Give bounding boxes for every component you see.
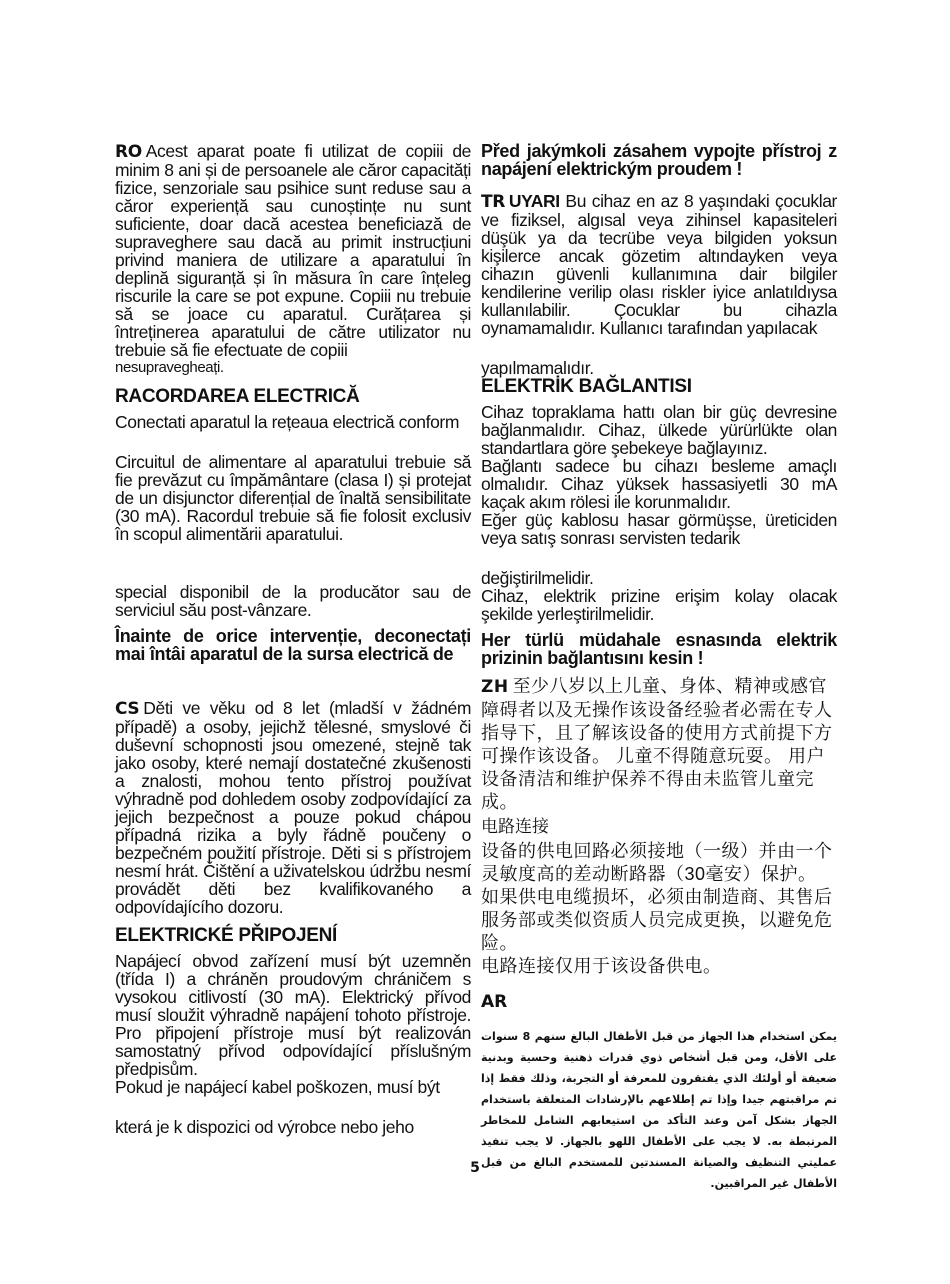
ro-language-code: RO xyxy=(115,142,142,162)
cs-electrical-p2: Pokud je napájecí kabel poškozen, musí být xyxy=(115,1077,440,1097)
cs-electrical-p3: která je k dispozici od výrobce nebo jeho xyxy=(115,1117,414,1137)
ro-electrical-p3: special disponibil de la producător sau de serviciul său post-vânzare. xyxy=(115,582,471,620)
cs-disconnect-warning: Před jakýmkoli zásahem vypojte přístroj z napájení elektrickým proudem ! xyxy=(481,141,837,179)
cs-electrical-p1: Napájecí obvod zařízení musí být uzemněn (třída I) a chráněn proudovým chráničem s vysokou citlivostí (30 mA). Elektrický přívod musí sloužit výhradně napájení tohoto přístroje. Pro připojení přístroje musí být realizován samostatný přívod odpovídající příslušným předpisům. xyxy=(115,951,471,1079)
ar-safety-text: يمكن استخدام هذا الجهاز من قبل الأطفال البالغ سنهم 8 سنوات على الأقل، ومن قبل أشخاص ذوي قدرات ذهنية وحسية وبدنية ضعيفة أو أولئك الذي يفتقرون للمعرفة أو التجربة، وذلك فقط إذا تم مراقبتهم جيدا وإذا تم إطلاعهم بالإرشادات المتعلقة باستخدام الجهاز بشكل آمن وعند التأكد من استيعابهم الشامل للمخاطر المرتبطة به. لا يجب على الأطفال اللهو بالجهاز. لا يجب تنفيذ عمليتي التنظيف والصيانة المسندتين للمستخدم البالغ من قبل الأطفال غير المراقبين. xyxy=(481,1030,838,1190)
tr-electrical-p4: değiştirilmelidir. xyxy=(481,568,594,588)
ar-language-code: AR xyxy=(481,992,508,1012)
ro-electrical-p1: Conectati aparatul la rețeaua electrică conform xyxy=(115,412,460,432)
tr-safety-text-end: yapılmamalıdır. xyxy=(481,358,594,378)
ro-electrical-heading: RACORDAREA ELECTRICĂ xyxy=(115,386,360,407)
zh-language-code: ZH xyxy=(481,677,509,697)
ro-disconnect-warning: Înainte de orice intervenție, deconectați mai întâi aparatul de la sursa electrică de xyxy=(115,626,471,664)
zh-electrical-p3: 电路连接仅用于该设备供电。 xyxy=(481,956,722,976)
tr-electrical-p3: Eğer güç kablosu hasar görmüşse, üreticiden veya satış sonrası servisten tedarik xyxy=(481,510,837,548)
zh-electrical-heading: 电路连接 xyxy=(481,817,549,836)
ro-safety-text: Acest aparat poate fi utilizat de copiii de minim 8 ani și de persoanele ale căror capacități fizice, senzoriale sau psihice sunt reduse sau a căror experiență sau cunoștințe nu sunt suficiente, doar dacă acestea beneficiază de supraveghere sau dacă au primit instrucțiuni privind maniera de utilizare a aparatului în deplină siguranță și în măsura în care înțeleg riscurile la care se pot expune. Copiii nu trebuie să se joace cu aparatul. Curățarea și întreținerea aparatului de către utilizator nu trebuie să fie efectuate de copiii xyxy=(115,141,471,360)
right-column xyxy=(481,142,837,1194)
zh-safety-text: 至少八岁以上儿童、身体、精神或感官障碍者以及无操作该设备经验者必需在专人指导下，且了解该设备的使用方式前提下方可操作该设备。 儿童不得随意玩耍。 用户设备清洁和维护保养不得由未监管儿童完成。 xyxy=(481,676,833,812)
tr-safety-text: Bu cihaz en az 8 yaşındaki çocuklar ve fiziksel, algısal veya zihinsel kapasiteleri düşük ya da tecrübe veya bilgiden yoksun kişilerce ancak gözetim altındayken veya cihazın güvenli kullanımına dair bilgiler kendilerine verilip olası riskler iyice anlatıldıysa kullanılabilir. Çocuklar bu cihazla oynamamalıdır. Kullanıcı tarafından yapılacak xyxy=(481,191,837,338)
tr-electrical-p1: Cihaz topraklama hattı olan bir güç devresine bağlanmalıdır. Cihaz, ülkede yürürlükte olan standartlara göre şebekeye bağlayınız. xyxy=(481,402,837,458)
cs-electrical-heading: ELEKTRICKÉ PŘIPOJENÍ xyxy=(115,925,338,946)
ro-safety-paragraph xyxy=(115,142,471,359)
tr-electrical-p5: Cihaz, elektrik prizine erişim kolay olacak şekilde yerleştirilmelidir. xyxy=(481,586,837,624)
ro-safety-text-end: nesupravegheați. xyxy=(115,359,224,376)
tr-electrical-heading: ELEKTRİK BAĞLANTISI xyxy=(481,376,692,397)
tr-safety-paragraph xyxy=(481,192,837,337)
zh-safety-paragraph xyxy=(481,675,837,814)
tr-disconnect-warning: Her türlü müdahale esnasında elektrik prizinin bağlantısını kesin ! xyxy=(481,630,837,668)
page-number: 5 xyxy=(470,1160,480,1176)
tr-electrical-p2: Bağlantı sadece bu cihazı besleme amaçlı olmalıdır. Cihaz yüksek hassasiyetli 30 mA kaçak akım rölesi ile korunmalıdır. xyxy=(481,456,837,512)
tr-warning-label: UYARI xyxy=(508,191,560,211)
zh-electrical-p1: 设备的供电回路必须接地（一级）并由一个灵敏度高的差动断路器（30毫安）保护。 xyxy=(481,841,833,884)
tr-language-code: TR xyxy=(481,192,505,212)
left-column xyxy=(115,142,471,1136)
cs-safety-text: Děti ve věku od 8 let (mladší v žádném případě) a osoby, jejichž tělesné, smyslové či duševní schopnosti jsou omezené, stejně tak jako osoby, které nemají dostatečné zkušenosti a znalosti, mohou tento přístroj používat výhradně pod dohledem osoby zodpovídající za jejich bezpečnost a pouze pokud chápou případná rizika a byly řádně poučeny o bezpečném použití přístroje. Děti si s přístrojem nesmí hrát. Čištění a uživatelskou údržbu nesmí provádět děti bez kvalifikovaného a odpovídajícího dozoru. xyxy=(115,698,471,917)
zh-electrical-p2: 如果供电电缆损坏，必须由制造商、其售后服务部或类似资质人员完成更换，以避免危险。 xyxy=(481,887,833,953)
ro-electrical-p2: Circuitul de alimentare al aparatului trebuie să fie prevăzut cu împământare (clasa I) și protejat de un disjunctor diferențial de înaltă sensibilitate (30 mA). Racordul trebuie să fie folosit exclusiv în scopul alimentării aparatului. xyxy=(115,452,471,544)
cs-language-code: CS xyxy=(115,699,140,719)
cs-safety-paragraph xyxy=(115,699,471,916)
